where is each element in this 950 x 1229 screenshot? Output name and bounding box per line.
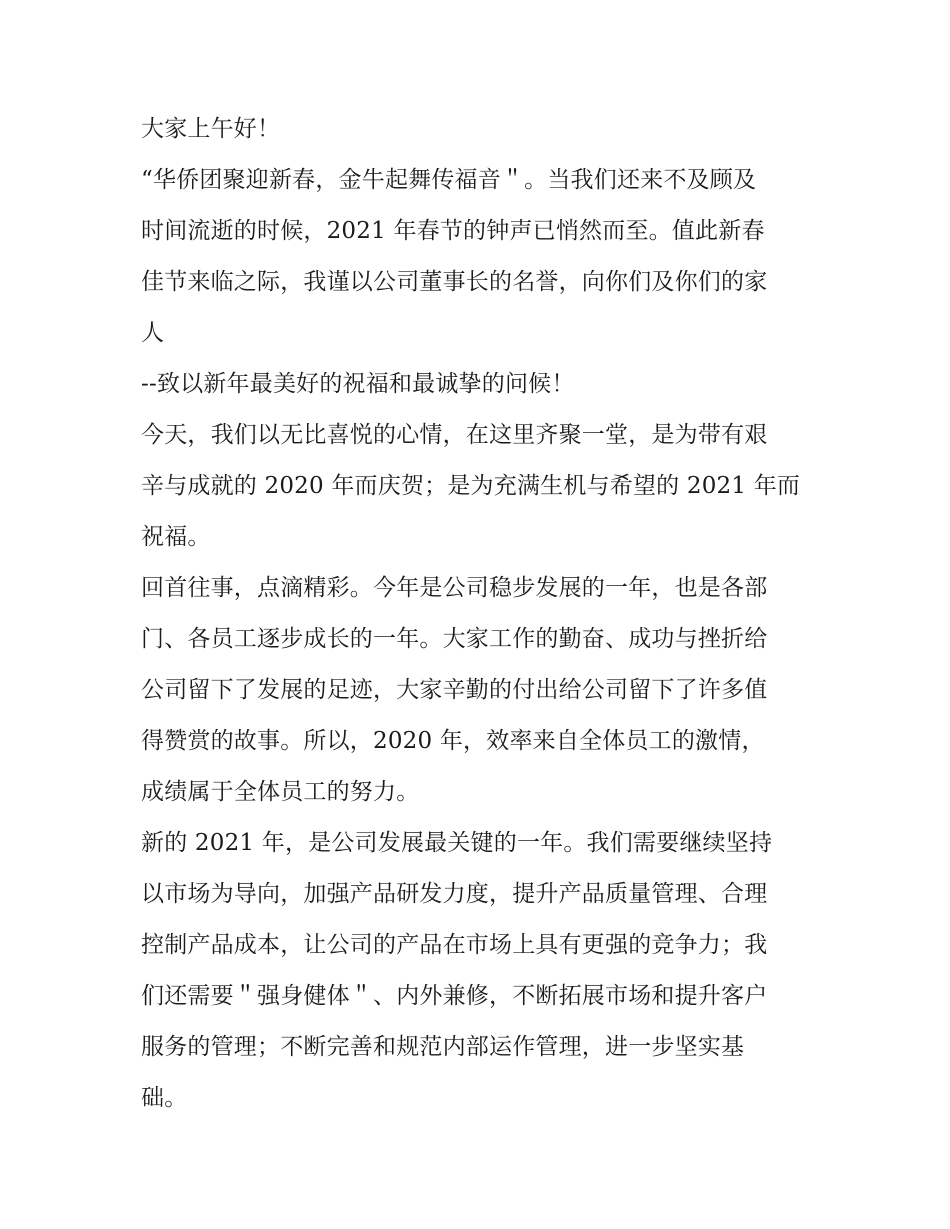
paragraph-line: 公司留下了发展的足迹，大家辛勤的付出给公司留下了许多值 bbox=[141, 677, 768, 703]
document-body bbox=[141, 104, 811, 1124]
paragraph-line: 得赞赏的故事。所以，2020 年，效率来自全体员工的激情， bbox=[141, 728, 765, 754]
paragraph-line: 回首往事，点滴精彩。今年是公司稳步发展的一年，也是各部 bbox=[141, 575, 768, 601]
paragraph-line: 服务的管理；不断完善和规范内部运作管理，进一步坚实基 bbox=[141, 1034, 745, 1060]
paragraph-line: 人 bbox=[141, 320, 165, 346]
paragraph-line: 控制产品成本，让公司的产品在市场上具有更强的竞争力；我 bbox=[141, 932, 768, 958]
paragraph-line: 以市场为导向，加强产品研发力度，提升产品质量管理、合理 bbox=[141, 881, 768, 907]
paragraph-line: 们还需要＂强身健体＂、内外兼修，不断拓展市场和提升客户 bbox=[141, 983, 768, 1009]
paragraph-line: “华侨团聚迎新春，金牛起舞传福音＂。当我们还来不及顾及 bbox=[141, 167, 757, 193]
paragraph-line: --致以新年最美好的祝福和最诚挚的问候！ bbox=[141, 371, 575, 397]
paragraph-line: 新的 2021 年，是公司发展最关键的一年。我们需要继续坚持 bbox=[141, 830, 773, 856]
greeting-line: 大家上午好！ bbox=[141, 116, 281, 142]
paragraph-line: 祝福。 bbox=[141, 524, 211, 550]
paragraph-line: 成绩属于全体员工的努力。 bbox=[141, 779, 420, 805]
paragraph-line: 今天，我们以无比喜悦的心情，在这里齐聚一堂，是为带有艰 bbox=[141, 422, 768, 448]
paragraph-line: 础。 bbox=[141, 1085, 188, 1111]
paragraph-line: 门、各员工逐步成长的一年。大家工作的勤奋、成功与挫折给 bbox=[141, 626, 768, 652]
paragraph-line: 辛与成就的 2020 年而庆贺；是为充满生机与希望的 2021 年而 bbox=[141, 473, 801, 499]
paragraph-line: 时间流逝的时候，2021 年春节的钟声已悄然而至。值此新春 bbox=[141, 218, 765, 244]
paragraph-line: 佳节来临之际，我谨以公司董事长的名誉，向你们及你们的家 bbox=[141, 269, 768, 295]
